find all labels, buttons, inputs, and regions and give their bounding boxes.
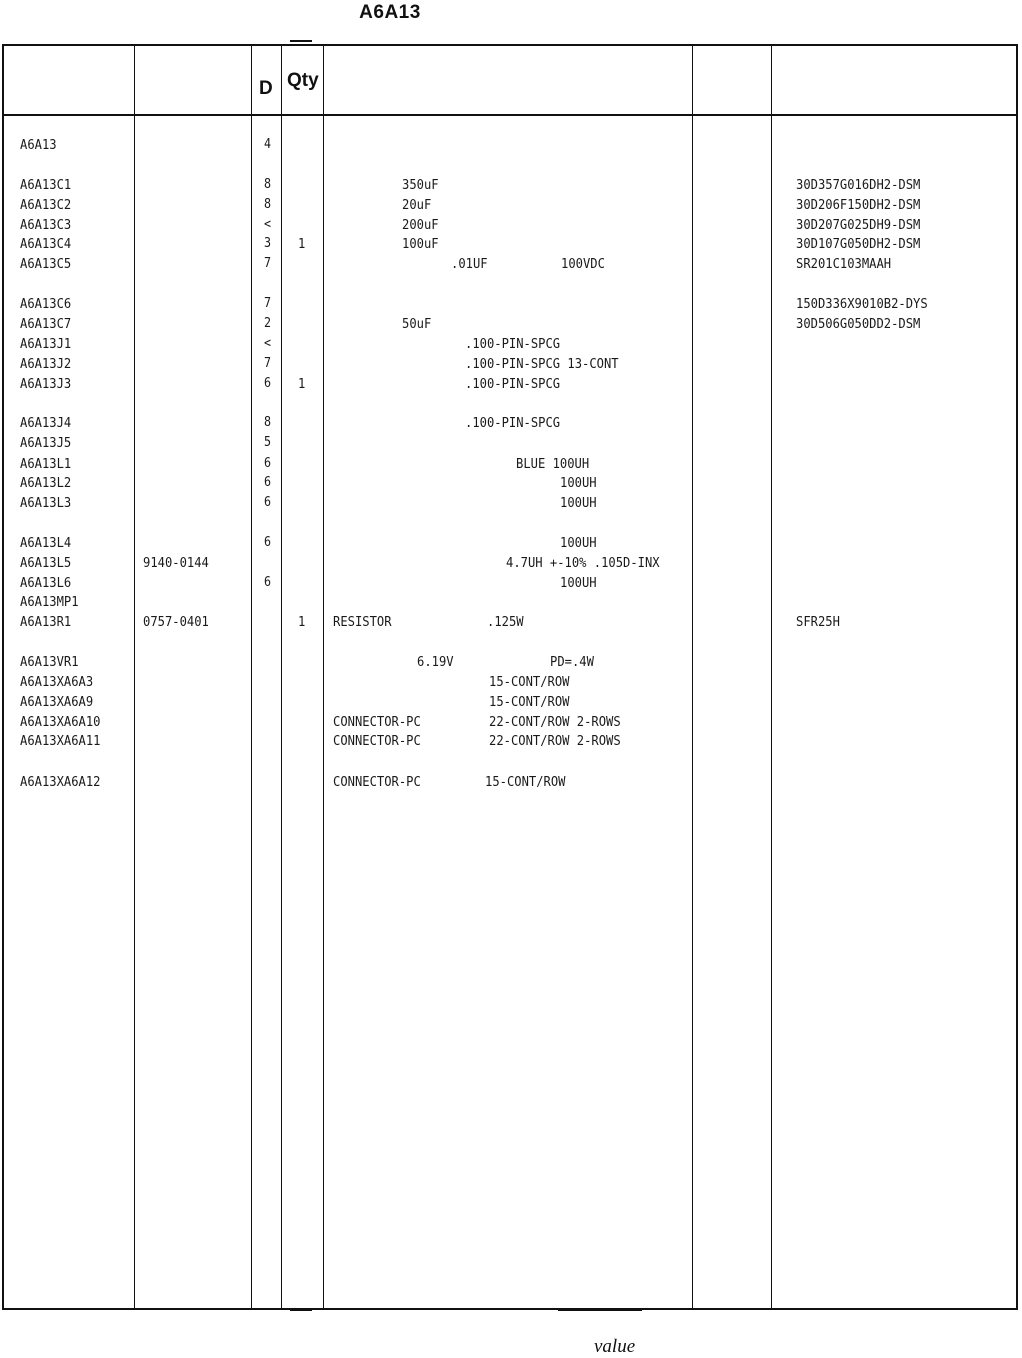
- row-mfr: 30D357G016DH2-DSM: [796, 177, 921, 193]
- row-desc: .100-PIN-SPCG: [465, 336, 561, 352]
- row-ref: A6A13MP1: [20, 594, 79, 610]
- footer-tick: [290, 1309, 312, 1311]
- row-desc-2: PD=.4W: [550, 654, 594, 670]
- row-d: 2: [264, 316, 272, 331]
- row-desc: CONNECTOR-PC: [333, 714, 421, 730]
- row-desc: 100UH: [560, 475, 597, 491]
- column-divider: [323, 44, 324, 1310]
- row-ref: A6A13L1: [20, 456, 72, 472]
- row-desc: 50uF: [402, 316, 432, 332]
- row-ref: A6A13XA6A10: [20, 714, 101, 730]
- footer-note: value: [594, 1336, 636, 1357]
- column-divider: [134, 44, 135, 1310]
- row-ref: A6A13J5: [20, 435, 72, 451]
- row-d: 4: [264, 137, 272, 152]
- row-ref: A6A13L4: [20, 535, 72, 551]
- row-desc-2: 22-CONT/ROW 2-ROWS: [489, 733, 621, 749]
- row-qty: 1: [298, 614, 306, 630]
- row-ref: A6A13VR1: [20, 654, 79, 670]
- row-d: <: [264, 217, 272, 232]
- row-desc-2: 100VDC: [561, 256, 605, 272]
- row-desc: 15-CONT/ROW: [489, 694, 570, 710]
- row-d: 6: [264, 495, 272, 510]
- row-ref: A6A13: [20, 137, 57, 153]
- column-divider: [692, 44, 693, 1310]
- row-part-number: 0757-0401: [143, 614, 209, 630]
- row-ref: A6A13J4: [20, 415, 72, 431]
- row-ref: A6A13R1: [20, 614, 72, 630]
- row-ref: A6A13J3: [20, 376, 72, 392]
- row-mfr: SR201C103MAAH: [796, 256, 892, 272]
- footer-rule: [558, 1309, 642, 1311]
- row-desc: 100UH: [560, 495, 597, 511]
- row-desc: RESISTOR: [333, 614, 392, 630]
- row-d: 7: [264, 256, 272, 271]
- row-d: 7: [264, 296, 272, 311]
- row-ref: A6A13C3: [20, 217, 72, 233]
- row-ref: A6A13L2: [20, 475, 72, 491]
- column-divider: [771, 44, 772, 1310]
- row-d: 8: [264, 197, 272, 212]
- row-ref: A6A13C2: [20, 197, 72, 213]
- row-ref: A6A13C7: [20, 316, 72, 332]
- row-desc: 350uF: [402, 177, 439, 193]
- row-d: 6: [264, 535, 272, 550]
- row-ref: A6A13J2: [20, 356, 72, 372]
- row-mfr: 30D506G050DD2-DSM: [796, 316, 921, 332]
- row-ref: A6A13C6: [20, 296, 72, 312]
- row-desc: CONNECTOR-PC: [333, 733, 421, 749]
- row-ref: A6A13XA6A3: [20, 674, 94, 690]
- row-ref: A6A13L6: [20, 575, 72, 591]
- row-ref: A6A13XA6A11: [20, 733, 101, 749]
- row-desc: 6.19V: [417, 654, 454, 670]
- row-mfr: 30D206F150DH2-DSM: [796, 197, 921, 213]
- page-title: A6A13: [359, 2, 421, 23]
- column-divider: [251, 44, 252, 1310]
- row-desc: 15-CONT/ROW: [489, 674, 570, 690]
- row-ref: A6A13L3: [20, 495, 72, 511]
- row-desc: 100uF: [402, 236, 439, 252]
- row-desc: 100UH: [560, 575, 597, 591]
- row-qty: 1: [298, 376, 306, 392]
- row-ref: A6A13C4: [20, 236, 72, 252]
- row-d: 8: [264, 415, 272, 430]
- row-mfr: 30D207G025DH9-DSM: [796, 217, 921, 233]
- row-desc: .01UF: [451, 256, 488, 272]
- row-desc: .100-PIN-SPCG 13-CONT: [465, 356, 619, 372]
- row-ref: A6A13XA6A9: [20, 694, 94, 710]
- row-desc: 100UH: [560, 535, 597, 551]
- row-desc: 20uF: [402, 197, 432, 213]
- row-d: 5: [264, 435, 272, 450]
- row-ref: A6A13XA6A12: [20, 774, 101, 790]
- header-tick: [290, 40, 312, 42]
- row-ref: A6A13L5: [20, 555, 72, 571]
- row-desc: .100-PIN-SPCG: [465, 415, 561, 431]
- row-desc: BLUE 100UH: [516, 456, 590, 472]
- row-desc: 4.7UH +-10% .105D-INX: [506, 555, 660, 571]
- row-mfr: SFR25H: [796, 614, 840, 630]
- row-d: 6: [264, 475, 272, 490]
- row-d: 8: [264, 177, 272, 192]
- row-mfr: 30D107G050DH2-DSM: [796, 236, 921, 252]
- header-qty: Qty: [287, 70, 319, 91]
- row-desc: CONNECTOR-PC: [333, 774, 421, 790]
- header-divider: [2, 114, 1018, 116]
- row-desc: 200uF: [402, 217, 439, 233]
- row-d: 6: [264, 575, 272, 590]
- row-d: 6: [264, 456, 272, 471]
- row-mfr: 150D336X9010B2-DYS: [796, 296, 928, 312]
- row-d: 3: [264, 236, 272, 251]
- row-qty: 1: [298, 236, 306, 252]
- row-ref: A6A13C5: [20, 256, 72, 272]
- row-d: 7: [264, 356, 272, 371]
- row-ref: A6A13J1: [20, 336, 72, 352]
- row-d: <: [264, 336, 272, 351]
- row-ref: A6A13C1: [20, 177, 72, 193]
- row-desc: .100-PIN-SPCG: [465, 376, 561, 392]
- row-d: 6: [264, 376, 272, 391]
- row-desc-2: .125W: [487, 614, 524, 630]
- row-part-number: 9140-0144: [143, 555, 209, 571]
- row-desc-2: 15-CONT/ROW: [485, 774, 566, 790]
- row-desc-2: 22-CONT/ROW 2-ROWS: [489, 714, 621, 730]
- header-d: D: [259, 78, 273, 99]
- column-divider: [281, 44, 282, 1310]
